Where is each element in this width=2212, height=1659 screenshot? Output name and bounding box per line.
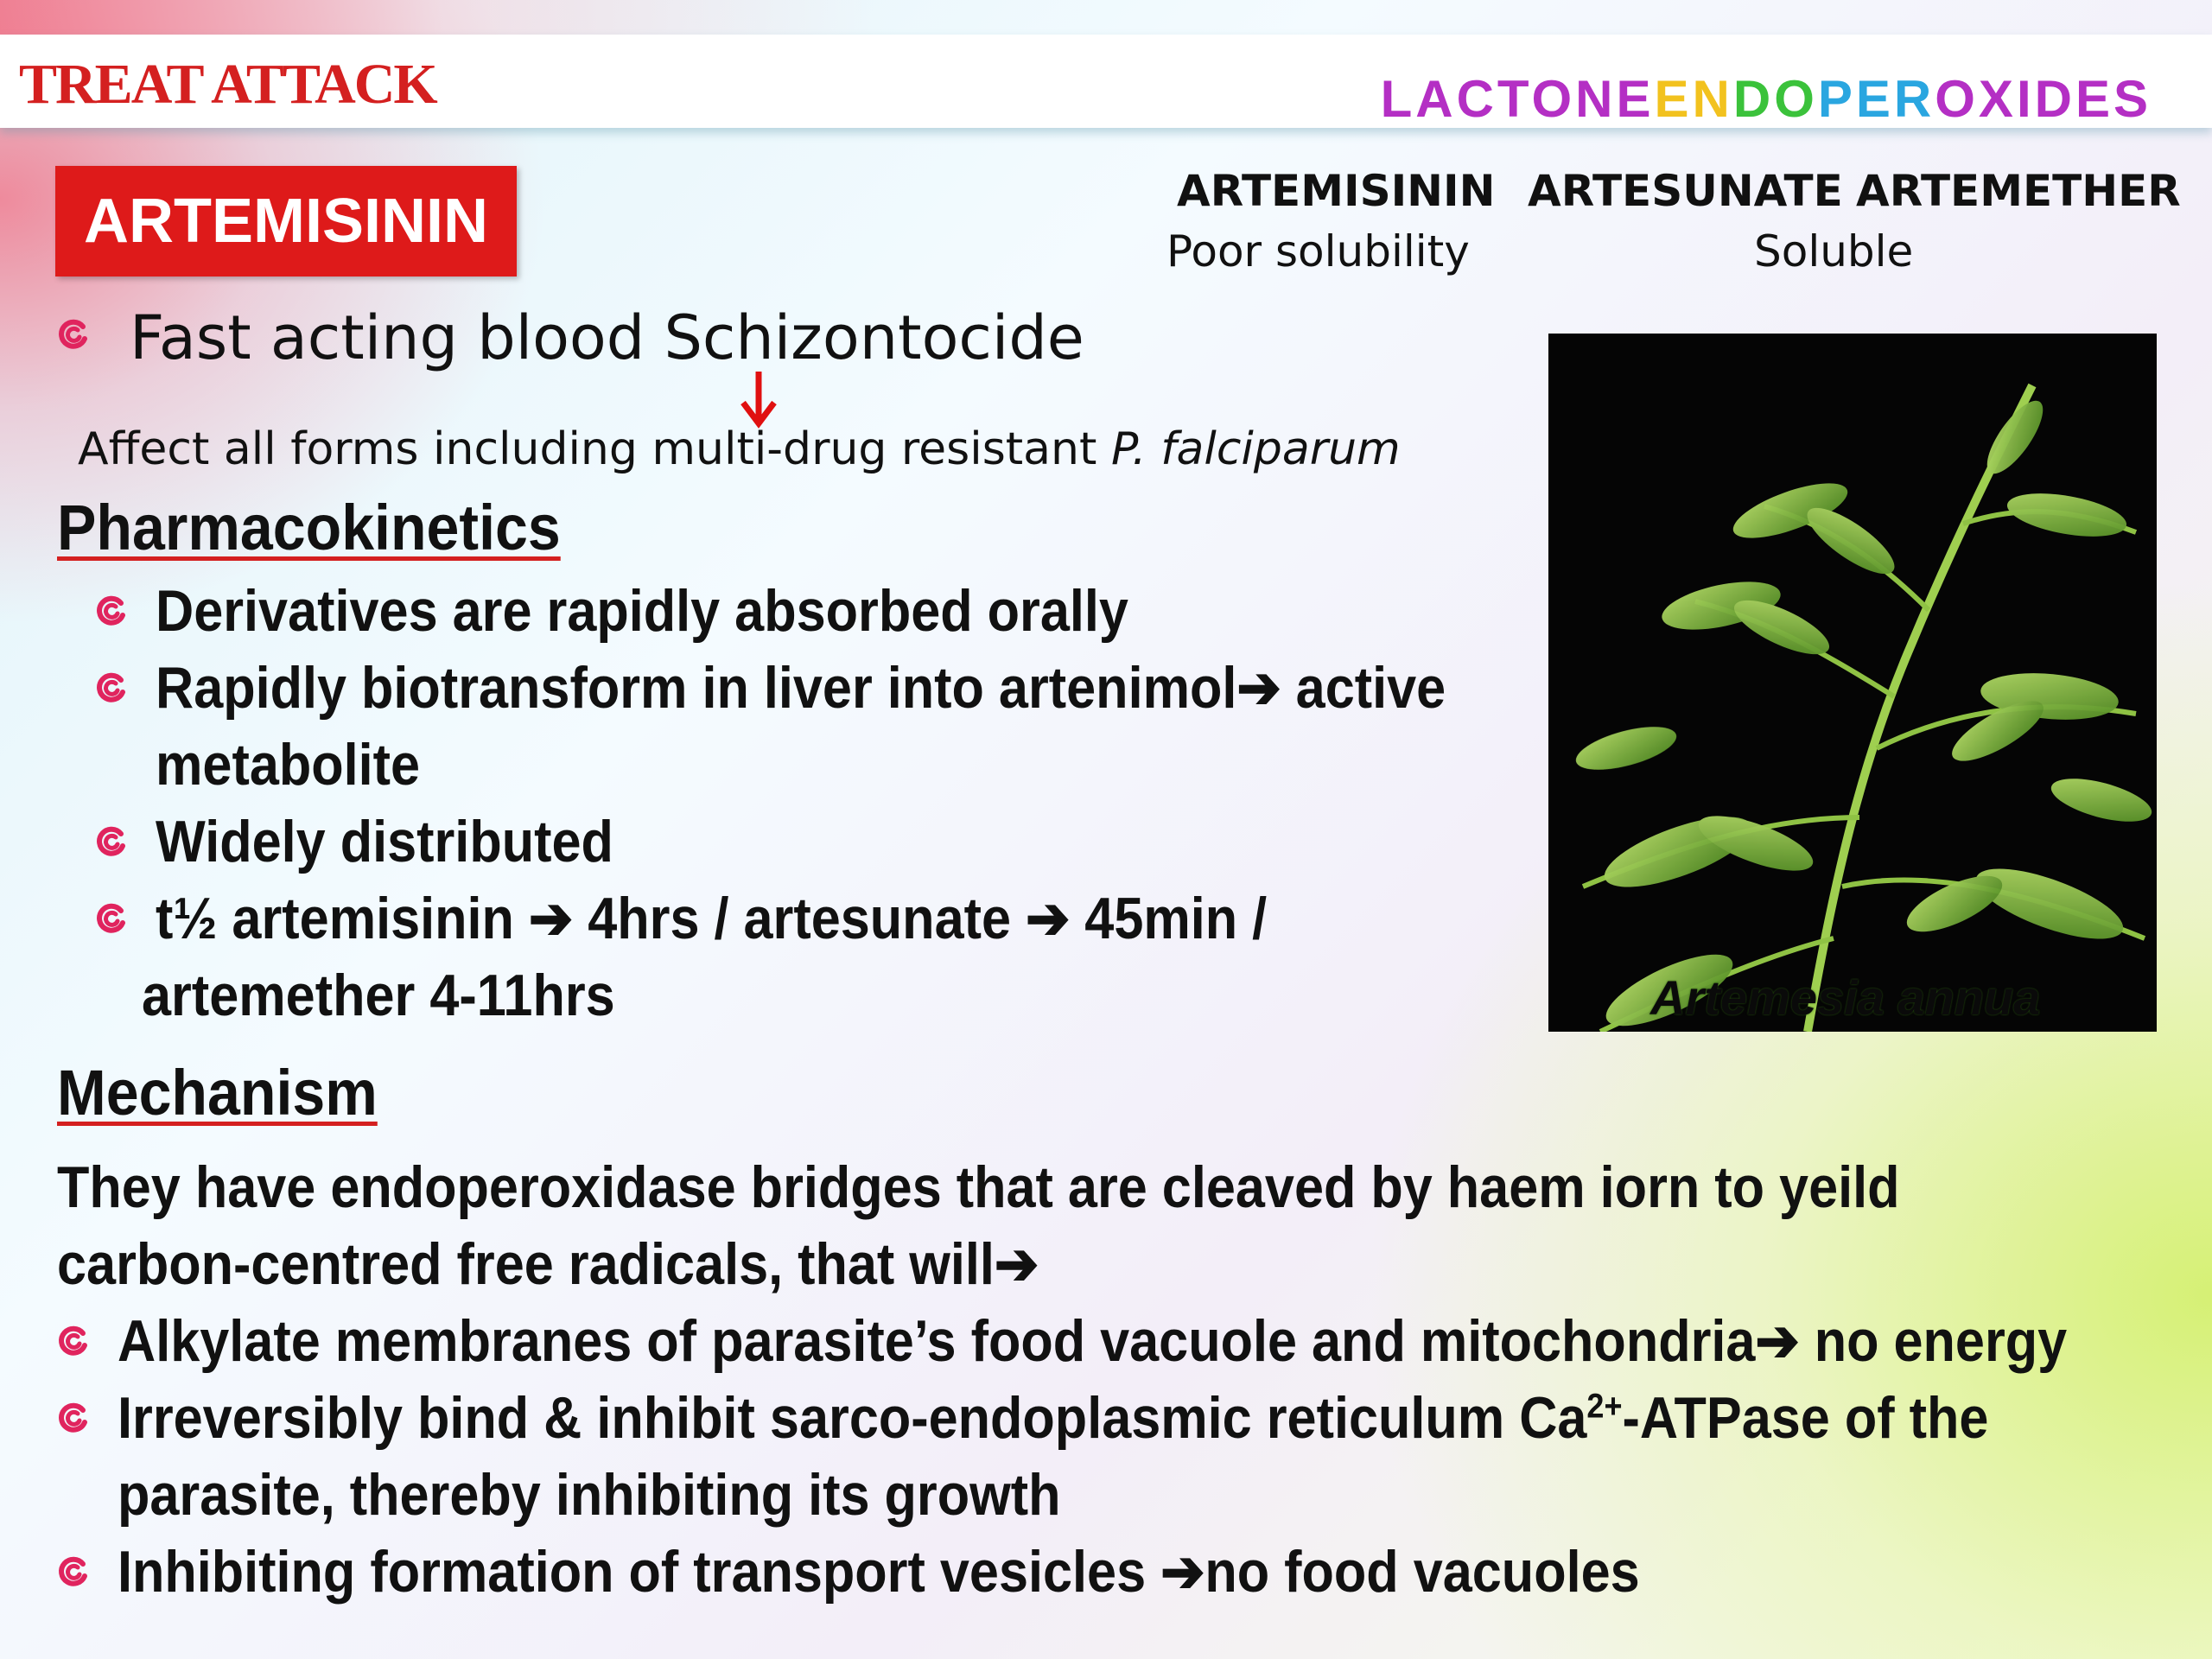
section-title [1381, 69, 2152, 129]
affect-species: P. falciparum [1110, 423, 1401, 475]
mechanism-item-3 [57, 1538, 2200, 1607]
spiral-bullet-icon [57, 316, 92, 351]
spiral-bullet-icon [95, 823, 130, 858]
mechanism-item-3-text: Inhibiting formation of transport vesicles ➔no food vacuoles [118, 1539, 1640, 1605]
section-title-part: DO [1732, 70, 1818, 128]
mechanism-intro-line-1: They have endoperoxidase bridges that are cleaved by haem iorn to yeild [57, 1154, 1900, 1220]
artemisia-plant-image [1548, 334, 2157, 1032]
mechanism-item-2-prefix: Irreversibly bind & inhibit sarco-endoplasmic reticulum Ca [118, 1385, 1587, 1451]
fern-leaf-illustration [1548, 334, 2157, 1032]
header-accent-strip [0, 0, 2212, 35]
plant-caption: Artemesia annua [1650, 970, 2041, 1025]
affect-text: Affect all forms including multi-drug resistant [78, 423, 1111, 475]
mechanism-item-2-continuation: parasite, thereby inhibiting its growth [118, 1462, 1061, 1528]
spiral-bullet-icon [57, 1400, 92, 1434]
drug-artemisinin: ARTEMISININ [1177, 166, 1496, 216]
section-title-part: PER [1817, 70, 1936, 128]
pk-item-4-text: t½ artemisinin ➔ 4hrs / artesunate ➔ 45min / [156, 886, 1268, 951]
spiral-bullet-icon [95, 670, 130, 704]
down-arrow-icon [740, 370, 778, 429]
lead-text: Fast acting blood Schizontocide [130, 302, 1084, 373]
section-title-part: OXIDES [1935, 70, 2152, 128]
section-title-part: LACTONE [1380, 70, 1655, 128]
affect-line [78, 423, 1401, 475]
pk-item-3 [95, 808, 1564, 877]
pk-item-3-text: Widely distributed [156, 809, 613, 874]
drug-artemether: ARTEMETHER [1856, 166, 2181, 216]
slide-title: ARTEMISININ [55, 166, 517, 276]
pk-item-1-text: Derivatives are rapidly absorbed orally [156, 578, 1128, 644]
mechanism-item-2 [57, 1384, 2200, 1453]
mechanism-item-1-text: Alkylate membranes of parasite’s food vacuole and mitochondria➔ no energy [118, 1308, 2068, 1374]
pk-item-1 [95, 577, 1564, 646]
section-title-part: EN [1654, 70, 1733, 128]
mechanism-heading: Mechanism [57, 1057, 378, 1128]
artemisinin-solubility: Poor solubility [1166, 226, 1470, 276]
spiral-bullet-icon [95, 593, 130, 627]
mechanism-intro-line-2: carbon-centred free radicals, that will➔ [57, 1231, 1039, 1297]
spiral-bullet-icon [57, 1554, 92, 1588]
drug-artesunate: ARTESUNATE [1528, 166, 1843, 216]
mechanism-item-2-suffix: -ATPase of the [1622, 1385, 1989, 1451]
lead-bullet [57, 302, 1094, 380]
pk-item-4 [95, 885, 1564, 954]
pk-item-2-text: Rapidly biotransform in liver into artenimol➔ active [156, 655, 1446, 721]
derivatives-solubility: Soluble [1754, 226, 1914, 276]
pk-item-4-continuation: artemether 4-11hrs [142, 963, 615, 1028]
pk-item-2-continuation: metabolite [156, 732, 421, 798]
calcium-charge-superscript: 2+ [1586, 1387, 1623, 1426]
mechanism-item-1 [57, 1307, 2200, 1376]
brand-title: TREAT ATTACK [19, 53, 436, 116]
mechanism-item-2-text [118, 1384, 1988, 1452]
pk-item-2 [95, 654, 1564, 723]
pharmacokinetics-heading: Pharmacokinetics [57, 492, 561, 563]
spiral-bullet-icon [95, 900, 130, 935]
spiral-bullet-icon [57, 1323, 92, 1357]
